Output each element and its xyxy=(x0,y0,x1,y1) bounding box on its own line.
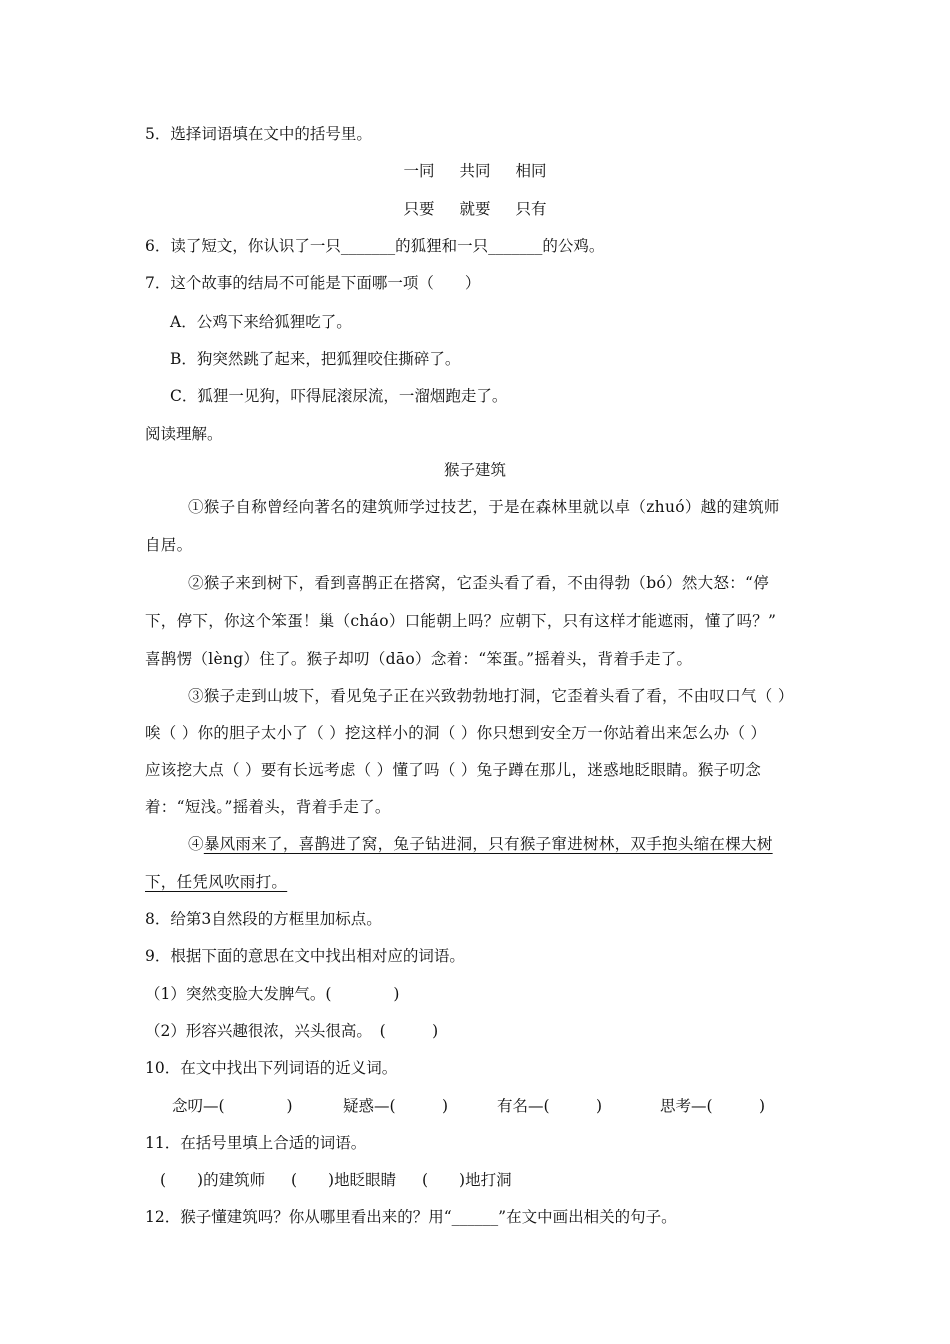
word-option: 共同 xyxy=(459,162,491,180)
question-8: 8．给第3自然段的方框里加标点。 xyxy=(145,910,382,928)
word-option: 只有 xyxy=(515,200,547,218)
question-12: 12．猴子懂建筑吗？你从哪里看出来的？用“______”在文中画出相关的句子。 xyxy=(145,1208,677,1226)
section-heading: 阅读理解。 xyxy=(145,425,223,443)
q5-prompt: 5．选择词语填在文中的括号里。 xyxy=(145,125,372,143)
q5-word-row-1 xyxy=(0,161,950,181)
word-option: 一同 xyxy=(403,162,435,180)
para1-line1: ①猴子自称曾经向著名的建筑师学过技艺，于是在森林里就以卓（zhuó）越的建筑师 xyxy=(188,498,780,516)
para3-line3: 应该挖大点（ ）要有长远考虑（ ）懂了吗（ ）兔子蹲在那儿，迷惑地眨眼睛。猴子叨念 xyxy=(145,761,762,779)
q5-word-row-2 xyxy=(0,199,950,219)
q10-item: 有名—( ) xyxy=(497,1097,603,1115)
q11-item: ( )地打洞 xyxy=(422,1171,512,1189)
word-option: 只要 xyxy=(403,200,435,218)
q7-option-c: C．狐狸一见狗，吓得屁滚尿流，一溜烟跑走了。 xyxy=(170,387,508,405)
word-option: 就要 xyxy=(459,200,491,218)
para3-line1: ③猴子走到山坡下，看见兔子正在兴致勃勃地打洞，它歪着头看了看，不由叹口气（ ） xyxy=(188,687,794,705)
para3-line2: 唉（ ）你的胆子太小了（ ）挖这样小的洞（ ）你只想到安全万一你站着出来怎么办（ ） xyxy=(145,724,767,742)
q10-item: 疑惑—( ) xyxy=(343,1097,449,1115)
q10-item: 念叨—( ) xyxy=(172,1097,293,1115)
q11-item: ( )的建筑师 xyxy=(160,1171,266,1189)
q9-prompt: 9．根据下面的意思在文中找出相对应的词语。 xyxy=(145,947,465,965)
word-option: 相同 xyxy=(515,162,547,180)
para2-line3: 喜鹊愣（lèng）住了。猴子却叨（dāo）念着：“笨蛋。”摇着头，背着手走了。 xyxy=(145,650,693,668)
q7-option-b: B．狗突然跳了起来，把狐狸咬住撕碎了。 xyxy=(170,350,461,368)
question-6: 6．读了短文，你认识了一只_______的狐狸和一只_______的公鸡。 xyxy=(145,237,605,255)
underlined-sentence-end: 下，任凭风吹雨打。 xyxy=(145,873,288,891)
q10-prompt: 10．在文中找出下列词语的近义词。 xyxy=(145,1059,398,1077)
para3-line4: 着：“短浅。”摇着头，背着手走了。 xyxy=(145,798,391,816)
underlined-sentence: 暴风雨来了，喜鹊进了窝，兔子钻进洞，只有猴子窜进树林，双手抱头缩在棵大树 xyxy=(203,835,773,853)
para2-line2: 下，停下，你这个笨蛋！巢（cháo）口能朝上吗？应朝下，只有这样才能遮雨，懂了吗？” xyxy=(145,612,777,630)
para2-line1: ②猴子来到树下，看到喜鹊正在搭窝，它歪头看了看，不由得勃（bó）然大怒：“停 xyxy=(188,574,770,592)
q11-item: ( )地眨眼睛 xyxy=(291,1171,397,1189)
q11-prompt: 11．在括号里填上合适的词语。 xyxy=(145,1134,367,1152)
q7-prompt: 7．这个故事的结局不可能是下面哪一项（ ） xyxy=(145,274,481,292)
q9-item-1: （1）突然变脸大发脾气。( ) xyxy=(145,985,400,1003)
para4-line1 xyxy=(188,834,773,854)
q10-item: 思考—( ) xyxy=(660,1097,766,1115)
q9-item-2: （2）形容兴趣很浓，兴头很高。 ( ) xyxy=(145,1022,439,1040)
passage-title: 猴子建筑 xyxy=(443,461,506,479)
para1-line2: 自居。 xyxy=(145,536,193,554)
q7-option-a: A．公鸡下来给狐狸吃了。 xyxy=(170,313,352,331)
para4-line2 xyxy=(145,872,287,892)
para4-marker: ④ xyxy=(188,835,204,853)
